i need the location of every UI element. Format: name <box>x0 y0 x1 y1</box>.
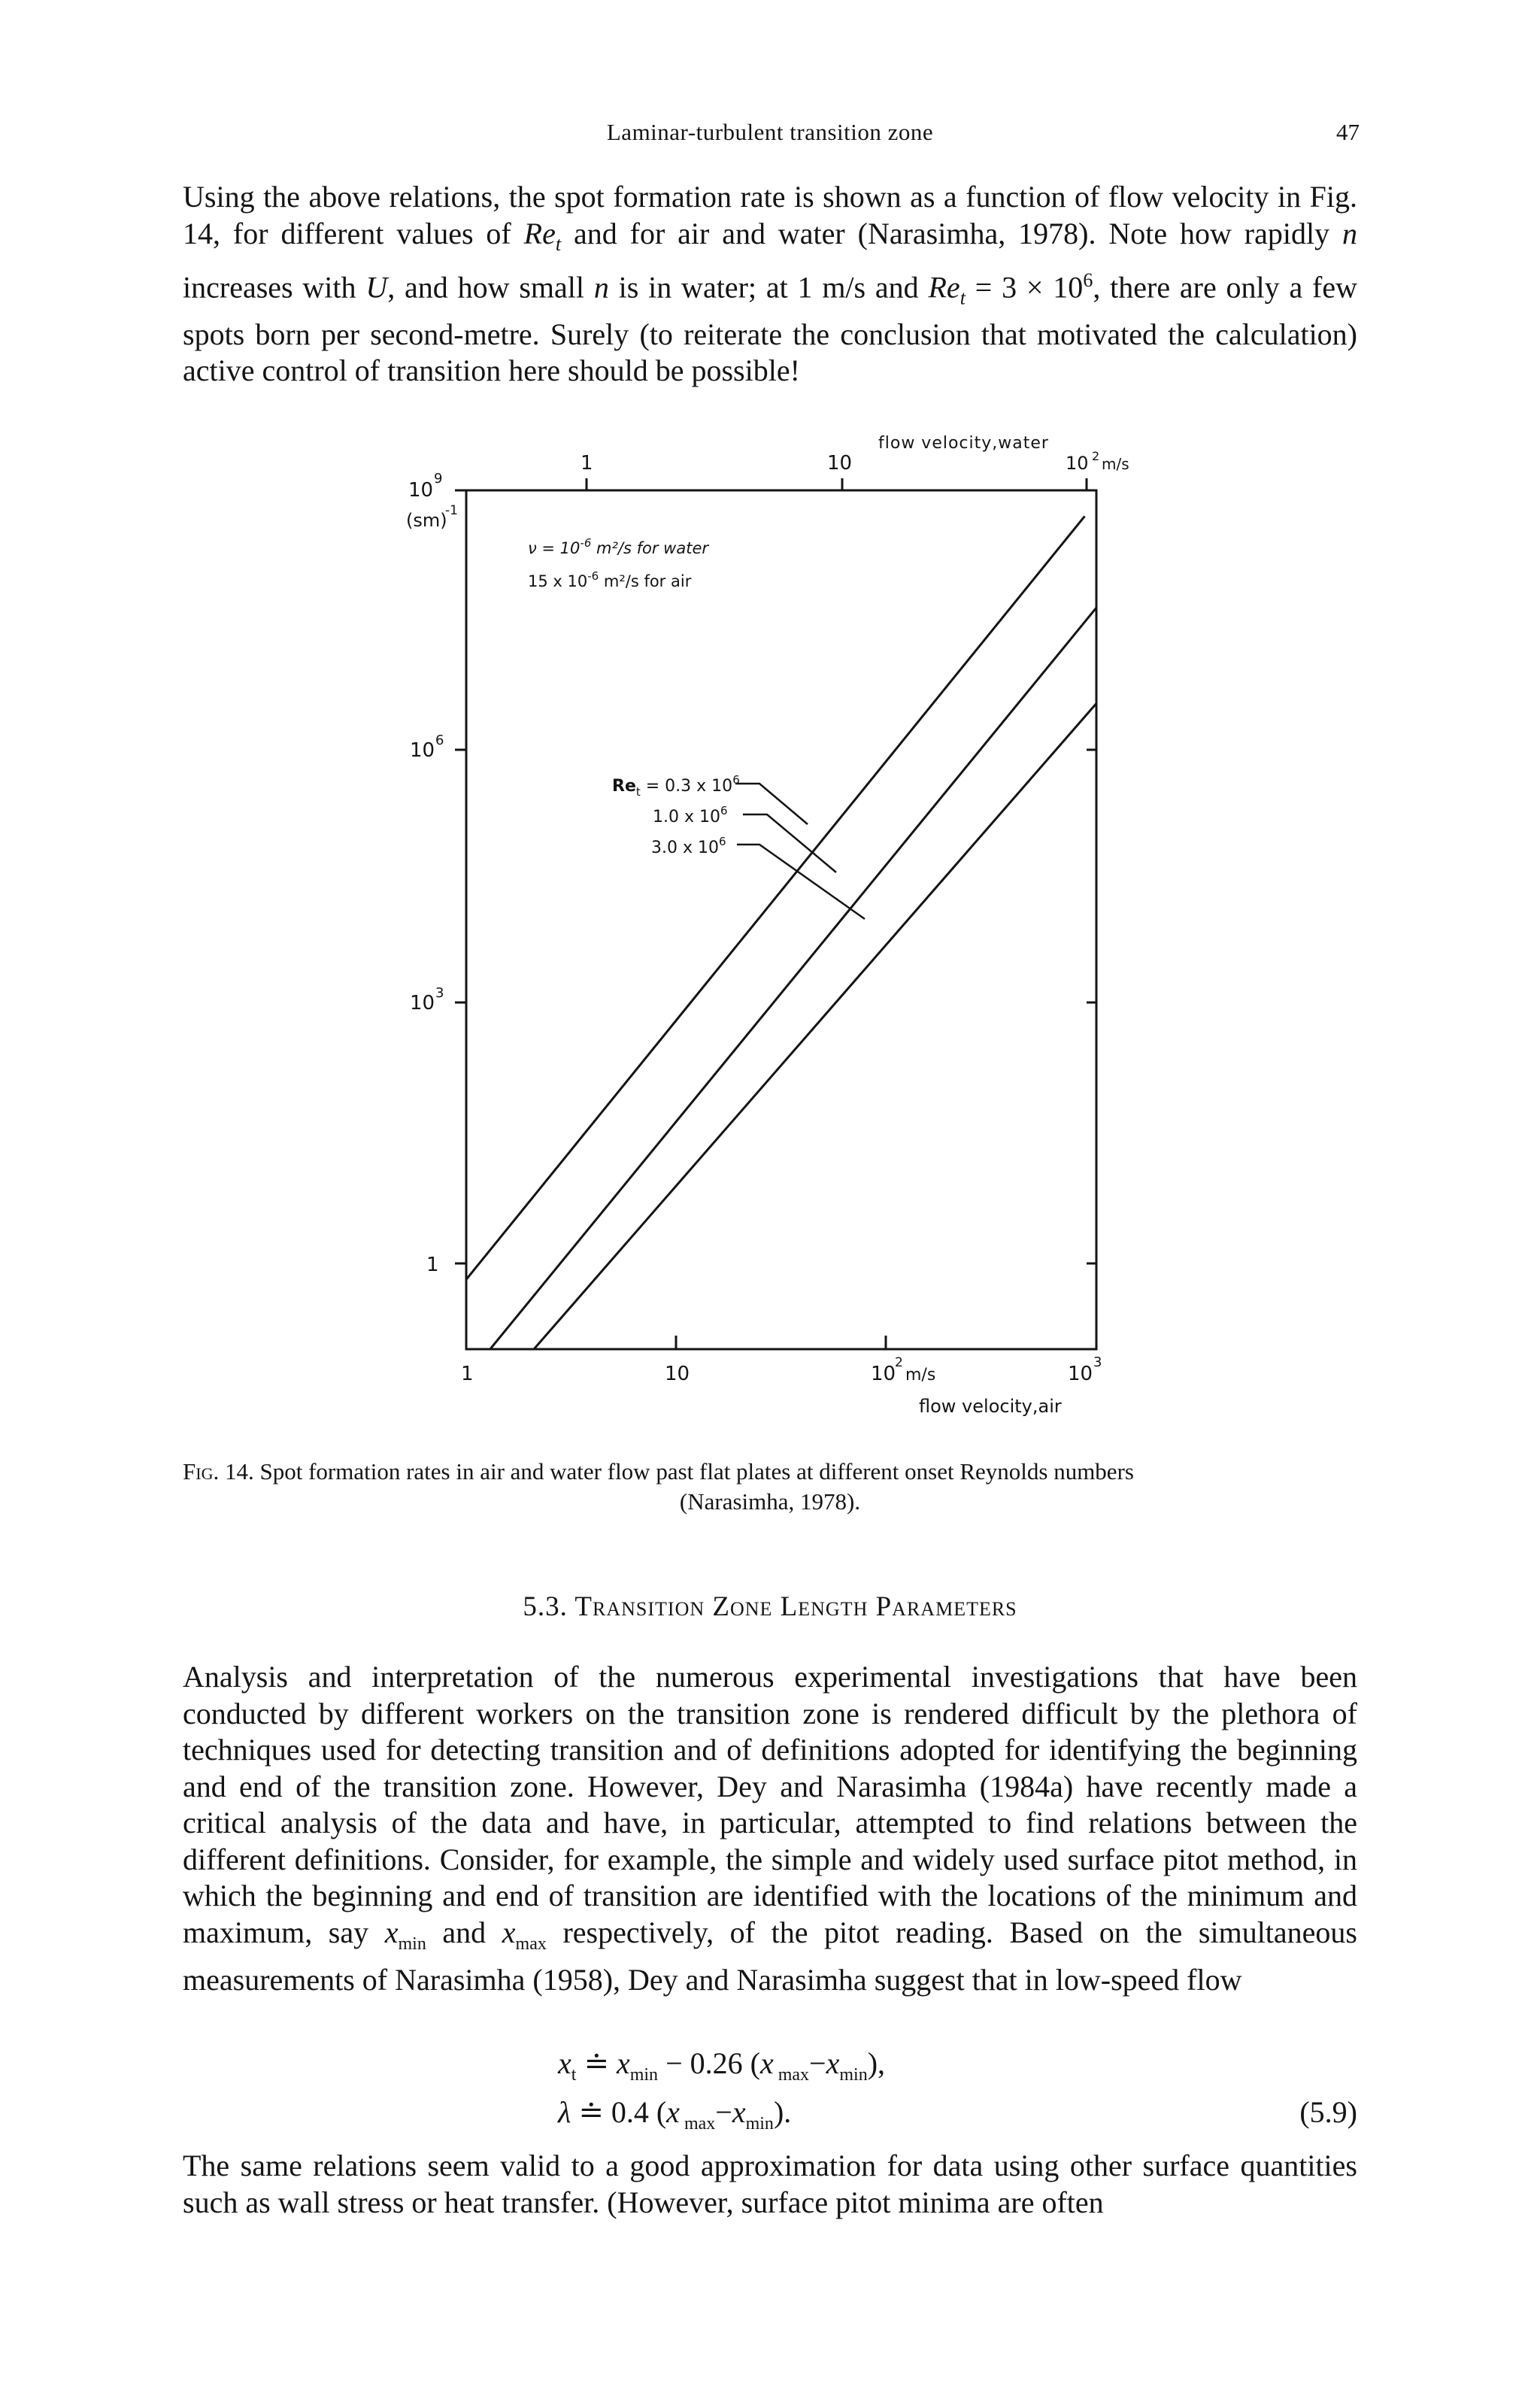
y-label-1e3-base: 10 <box>410 992 435 1014</box>
top-label-1e2-base: 10 <box>1066 453 1089 474</box>
top-label-1: 1 <box>581 452 593 475</box>
y-label-1e9-base: 10 <box>408 479 434 502</box>
x-axis-title: flow velocity,air <box>919 1396 1062 1417</box>
paragraph-1: Using the above relations, the spot formation rate is shown as a function of flow velocity in Fig. 14, for different values of $Re_t$ and for air and water (Narasimha, 1978). Note how rapidly n increases with U, and how small n is in water; at 1 m/s and $Re_t = 3 \times 10^6$, there are only a few spots born per second-metre. Surely (to reiterate the conclusion that motivated the calculation) active control of transition here should be possible! <box>183 180 1357 388</box>
y-label-1e6-base: 10 <box>410 739 435 762</box>
re-label-3.0: 3.0 x $10^6$ <box>651 835 726 857</box>
page-number: 47 <box>1336 119 1360 145</box>
equation-2: λ ≐ 0.4 (x $_{max}-x_{min}$). <box>558 2095 792 2134</box>
re-label-1.0: 1.0 x $10^6$ <box>653 804 728 826</box>
running-header <box>0 119 1540 156</box>
series-line-2 <box>490 608 1096 1349</box>
nu-water-label: $\nu = 10^{-6}$ m²/s for water <box>528 536 708 557</box>
leader-lines <box>735 784 865 919</box>
y-unit-exp: -1 <box>445 503 458 518</box>
running-title: Laminar-turbulent transition zone <box>606 119 934 145</box>
top-label-ms: m/s <box>1102 455 1129 473</box>
y-label-1: 1 <box>426 1254 439 1276</box>
top-axis-title: flow velocity,water <box>878 434 1049 453</box>
top-label-1e2-exp: 2 <box>1092 449 1100 463</box>
y-axis <box>455 490 466 1263</box>
caption-fig-label: Fig. <box>183 1458 220 1485</box>
x-label-1e2-base: 10 <box>871 1363 896 1385</box>
x-label-1e3-base: 10 <box>1068 1363 1093 1385</box>
series-line-1 <box>466 516 1085 1279</box>
x-label-1: 1 <box>461 1363 474 1385</box>
y-label-1e6-exp: 6 <box>435 732 444 748</box>
spot-formation-chart <box>361 421 1188 1444</box>
x-label-1e2-exp: 2 <box>895 1355 903 1370</box>
x-axis-bottom <box>466 1336 1096 1349</box>
caption-text-1: 14. Spot formation rates in air and water flow past flat plates at different onset Reynolds numbers <box>219 1458 1134 1485</box>
y-label-1e3-exp: 3 <box>435 985 444 1001</box>
x-label-10: 10 <box>665 1363 690 1385</box>
x-label-ms: m/s <box>905 1366 936 1385</box>
leader-1.0 <box>743 814 836 872</box>
re-label-0.3: $Re_t = 0.3$ x $10^6$ <box>612 773 740 799</box>
figure-caption <box>183 1457 1357 1517</box>
right-ticks <box>1087 750 1096 1263</box>
x-axis-top <box>587 478 1087 490</box>
caption-text-2: (Narasimha, 1978). <box>679 1488 861 1515</box>
y-label-1e9-exp: 9 <box>434 471 443 487</box>
y-unit: (sm) <box>406 510 447 531</box>
series-lines <box>466 516 1096 1349</box>
series-line-3 <box>534 703 1096 1349</box>
equation-1: $x_t$ ≐ $x_{min} - 0.26$ (x $_{max}-x_{min}$), <box>558 2046 886 2085</box>
section-heading: 5.3. Transition Zone Length Parameters <box>523 1591 1017 1622</box>
equation-number: (5.9) <box>1299 2095 1357 2129</box>
leader-3.0 <box>737 845 865 919</box>
top-label-10: 10 <box>827 452 853 475</box>
nu-air-label: 15 x $10^{-6}$ m²/s for air <box>528 569 692 590</box>
paragraph-2: Analysis and interpretation of the numerous experimental investigations that have been conducted by different workers on the transition zone is rendered difficult by the plethora of techniques used for detecting transition and of definitions adopted for identifying the beginning and end of the transition zone. However, Dey and Narasimha (1984a) have recently made a critical analysis of the data and have, in particular, attempted to find relations between the different definitions. Consider, for example, the simple and widely used surface pitot method, in which the beginning and end of transition are identified with the locations of the minimum and maximum, say $x_{min}$ and $x_{max}$ respectively, of the pitot reading. Based on the simultaneous measurements of Narasimha (1958), Dey and Narasimha suggest that in low-speed flow <box>183 1660 1357 1997</box>
x-label-1e3-exp: 3 <box>1093 1354 1102 1370</box>
paragraph-3: The same relations seem valid to a good approximation for data using other surface quantities such as wall stress or heat transfer. (However, surface pitot minima are often <box>183 2149 1357 2219</box>
